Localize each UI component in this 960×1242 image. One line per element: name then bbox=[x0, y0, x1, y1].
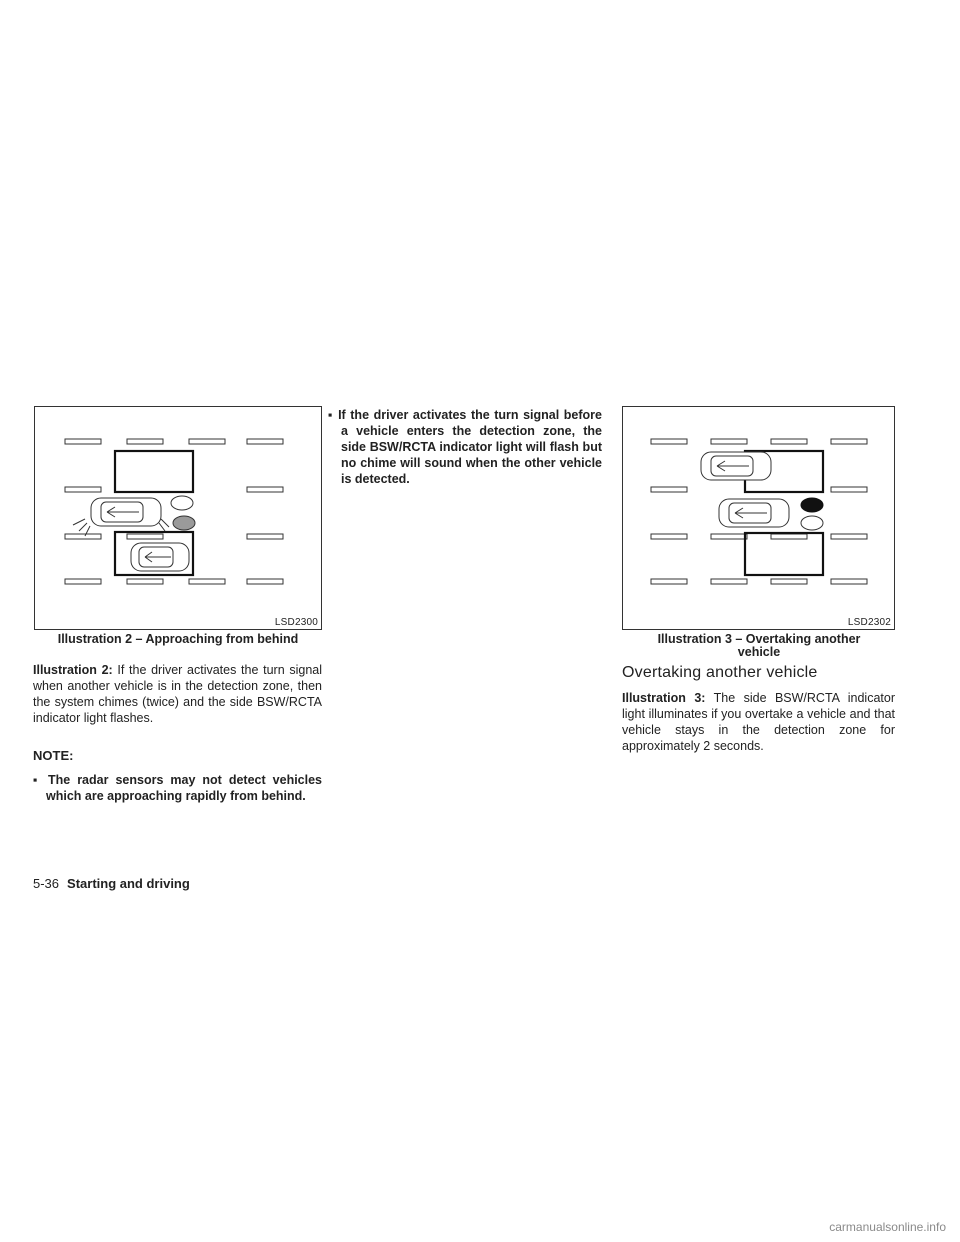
note-bullet bbox=[33, 772, 322, 804]
paragraph-text: If the driver activates the turn signal when another vehicle is in the detection zone, then the system chimes (twice) and the side BSW/RCTA indicator light flashes. bbox=[33, 663, 323, 725]
illustration-3-figure bbox=[622, 406, 895, 630]
section-heading: Overtaking another vehicle bbox=[622, 664, 818, 681]
illustration-3-paragraph bbox=[622, 690, 895, 754]
illustration-2-caption: Illustration 2 – Approaching from behind bbox=[57, 632, 299, 646]
paragraph-label: Illustration 3: bbox=[622, 691, 706, 705]
page-number: 5-36 bbox=[33, 876, 60, 891]
figure-code: LSD2300 bbox=[274, 617, 318, 628]
blind-spot-overtaking-diagram bbox=[623, 407, 894, 629]
watermark: carmanualsonline.info bbox=[829, 1220, 946, 1234]
page-footer bbox=[33, 876, 190, 891]
note-heading: NOTE: bbox=[33, 748, 74, 763]
illustration-3-caption: Illustration 3 – Overtaking another vehicle bbox=[657, 632, 861, 659]
paragraph-label: Illustration 2: bbox=[33, 663, 113, 677]
turn-signal-bullet bbox=[328, 407, 602, 487]
illustration-2-paragraph bbox=[33, 662, 322, 726]
figure-code: LSD2302 bbox=[847, 617, 891, 628]
paragraph-text: The side BSW/RCTA indicator light illuminates if you overtake a vehicle and that vehicle stays in the detection zone for approximately 2 seconds. bbox=[622, 691, 895, 753]
bullet-marker: ▪ bbox=[33, 773, 48, 787]
illustration-2-figure bbox=[34, 406, 322, 630]
blind-spot-approaching-diagram bbox=[35, 407, 321, 629]
bullet-text: The radar sensors may not detect vehicles which are approaching rapidly from behind. bbox=[46, 773, 323, 803]
bullet-marker: ▪ bbox=[328, 408, 339, 422]
section-title: Starting and driving bbox=[67, 876, 190, 891]
bullet-text: If the driver activates the turn signal before a vehicle enters the detection zone, the side BSW/RCTA indicator light will flash but no chime will sound when the other vehicle is detected. bbox=[338, 408, 602, 486]
